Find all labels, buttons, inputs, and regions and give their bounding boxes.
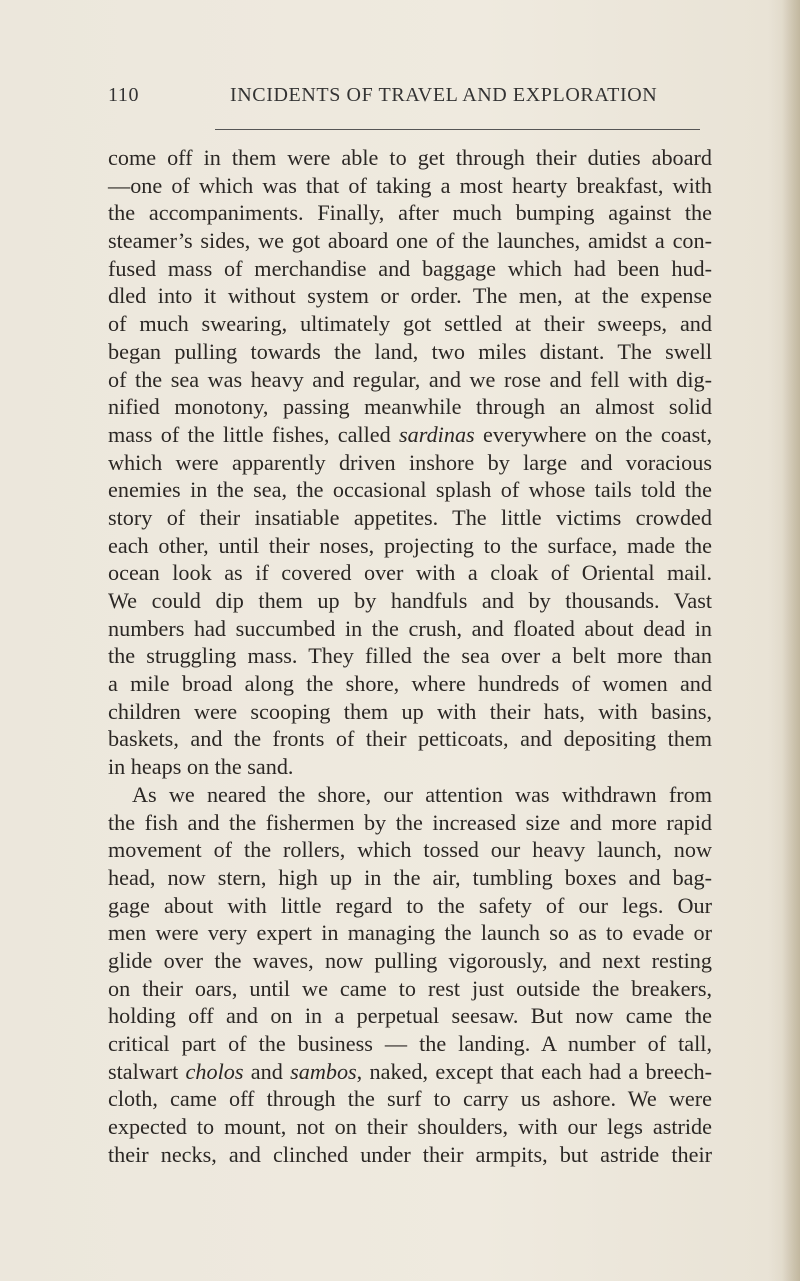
text-segment: fused mass of merchandise and baggage which had been hud- xyxy=(108,255,712,281)
text-line xyxy=(108,698,712,726)
text-line xyxy=(108,144,712,172)
text-segment: a mile broad along the shore, where hundreds of women and xyxy=(108,671,712,697)
text-segment: As we neared the shore, our attention was withdrawn from xyxy=(132,781,712,807)
text-segment: stalwart xyxy=(108,1058,186,1084)
text-segment: movement of the rollers, which tossed our heavy launch, now xyxy=(108,837,712,863)
text-line xyxy=(108,504,712,532)
page-number: 110 xyxy=(108,84,140,106)
text-line xyxy=(108,199,712,227)
text-line xyxy=(108,1141,712,1169)
text-line xyxy=(108,642,712,670)
text-segment: on their oars, until we came to rest just outside the breakers, xyxy=(108,975,712,1001)
text-segment: head, now stern, high up in the air, tumbling boxes and bag- xyxy=(108,864,712,890)
text-line xyxy=(108,836,712,864)
text-line xyxy=(108,1030,712,1058)
text-segment: the accompaniments. Finally, after much bumping against the xyxy=(108,200,712,226)
text-line xyxy=(108,476,712,504)
italic-term: sardinas xyxy=(399,421,475,447)
text-segment: glide over the waves, now pulling vigorously, and next resting xyxy=(108,947,712,973)
text-line xyxy=(108,227,712,255)
text-segment: everywhere on the coast, xyxy=(474,421,712,447)
text-segment: —one of which was that of taking a most hearty breakfast, with xyxy=(108,172,712,198)
text-segment: , naked, except that each had a breech- xyxy=(356,1058,712,1084)
text-line xyxy=(108,781,712,809)
running-head: INCIDENTS OF TRAVEL AND EXPLORATION xyxy=(230,84,658,106)
text-line xyxy=(108,172,712,200)
italic-term: cholos xyxy=(185,1058,244,1084)
text-segment: and xyxy=(243,1058,291,1084)
text-segment: nified monotony, passing meanwhile through an almost solid xyxy=(108,394,712,420)
text-line xyxy=(108,892,712,920)
page-edge-shadow xyxy=(782,0,800,1281)
text-line xyxy=(108,255,712,283)
text-segment: We could dip them up by handfuls and by thousands. Vast xyxy=(108,588,712,613)
text-segment: baskets, and the fronts of their petticoats, and depositing them xyxy=(108,726,712,752)
text-line xyxy=(108,615,712,643)
text-line xyxy=(108,725,712,753)
text-segment: dled into it without system or order. The men, at the expense xyxy=(108,283,712,309)
page-header xyxy=(108,84,708,110)
text-segment: in heaps on the sand. xyxy=(108,754,294,780)
text-segment: their necks, and clinched under their armpits, but astride their xyxy=(108,1141,712,1167)
text-segment: the fish and the fishermen by the increased size and more rapid xyxy=(108,809,712,835)
text-segment: steamer’s sides, we got aboard one of the launches, amidst a con- xyxy=(108,228,712,254)
text-line xyxy=(108,919,712,947)
text-segment: enemies in the sea, the occasional splash of whose tails told the xyxy=(108,477,712,503)
text-segment: holding off and on in a perpetual seesaw. But now came the xyxy=(108,1003,712,1029)
text-line xyxy=(108,338,712,366)
text-segment: come off in them were able to get through their duties aboard xyxy=(108,145,712,170)
text-line xyxy=(108,947,712,975)
text-line xyxy=(108,809,712,837)
text-segment: which were apparently driven inshore by large and voracious xyxy=(108,449,712,475)
text-segment: each other, until their noses, projecting to the surface, made the xyxy=(108,532,712,558)
text-segment: children were scooping them up with their hats, with basins, xyxy=(108,698,712,724)
body-text xyxy=(108,144,712,1168)
text-line xyxy=(108,310,712,338)
text-segment: critical part of the business — the landing. A number of tall, xyxy=(108,1031,712,1056)
text-line xyxy=(108,1113,712,1141)
text-line xyxy=(108,975,712,1003)
text-segment: ocean look as if covered over with a cloak of Oriental mail. xyxy=(108,560,712,586)
text-line xyxy=(108,1058,712,1086)
text-segment: the struggling mass. They filled the sea over a belt more than xyxy=(108,643,712,669)
text-line xyxy=(108,393,712,421)
text-segment: story of their insatiable appetites. The little victims crowded xyxy=(108,504,712,530)
text-line xyxy=(108,449,712,477)
text-segment: gage about with little regard to the safety of our legs. Our xyxy=(108,892,712,918)
text-line xyxy=(108,864,712,892)
text-segment: expected to mount, not on their shoulders, with our legs astride xyxy=(108,1114,712,1140)
text-segment: began pulling towards the land, two miles distant. The swell xyxy=(108,338,712,364)
text-line xyxy=(108,366,712,394)
text-segment: cloth, came off through the surf to carry us ashore. We were xyxy=(108,1086,712,1112)
text-line xyxy=(108,753,712,781)
text-line xyxy=(108,1002,712,1030)
header-rule xyxy=(215,129,700,130)
italic-term: sambos xyxy=(290,1058,357,1084)
text-segment: of much swearing, ultimately got settled at their sweeps, and xyxy=(108,311,712,337)
text-segment: men were very expert in managing the launch so as to evade or xyxy=(108,920,712,946)
text-line xyxy=(108,670,712,698)
text-line xyxy=(108,1085,712,1113)
text-line xyxy=(108,587,712,615)
text-segment: mass of the little fishes, called xyxy=(108,421,400,447)
text-line xyxy=(108,532,712,560)
text-segment: of the sea was heavy and regular, and we rose and fell with dig- xyxy=(108,366,712,392)
text-segment: numbers had succumbed in the crush, and floated about dead in xyxy=(108,615,712,641)
text-line xyxy=(108,559,712,587)
text-line xyxy=(108,282,712,310)
text-line xyxy=(108,421,712,449)
